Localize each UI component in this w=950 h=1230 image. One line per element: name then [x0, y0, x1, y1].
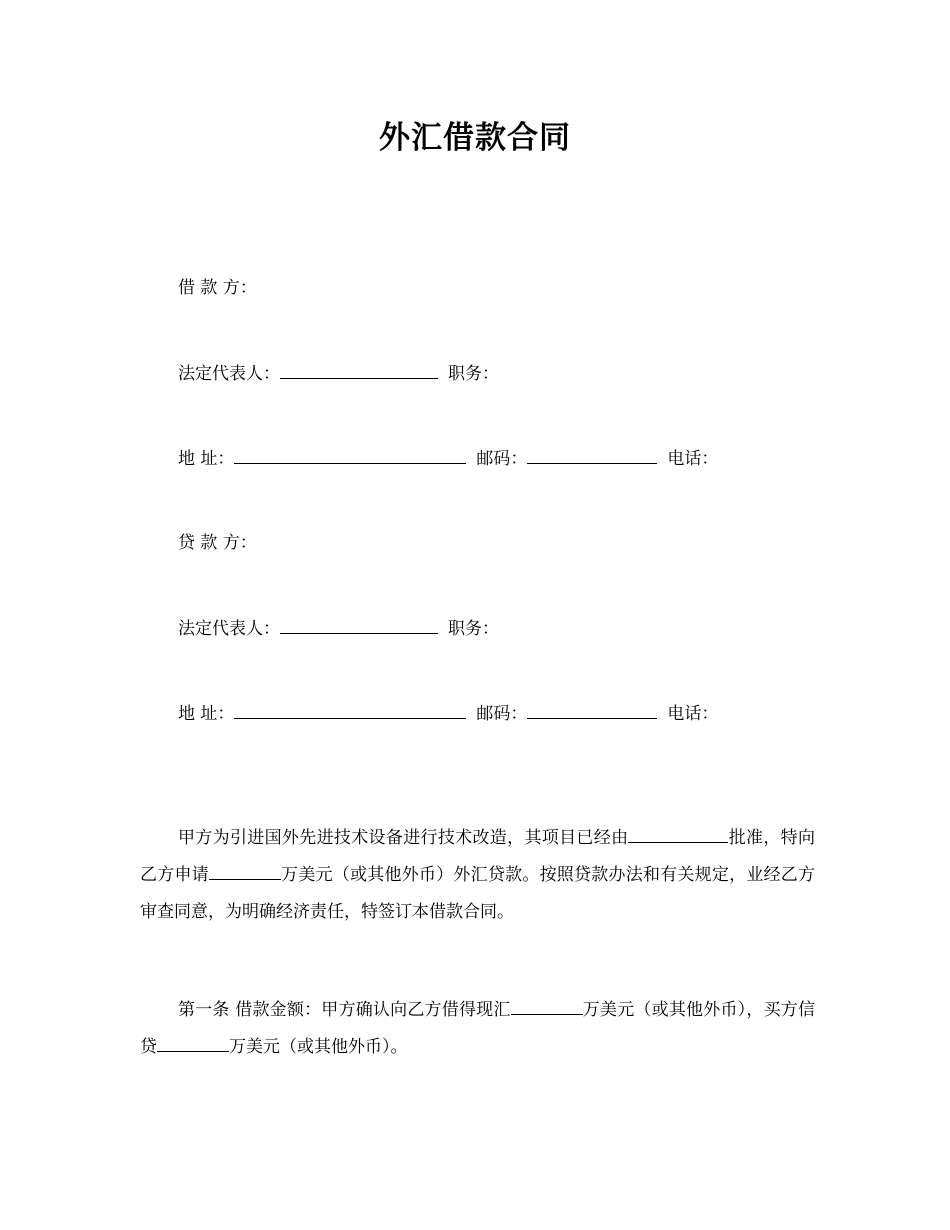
approval-authority-field[interactable] — [628, 828, 728, 843]
borrower-rep-field[interactable] — [280, 362, 438, 379]
borrower-position-label: 职务： — [448, 364, 499, 384]
preamble-text-1: 甲方为引进国外先进技术设备进行技术改造，其项目已经由 — [178, 828, 629, 848]
lender-phone-label: 电话： — [667, 704, 719, 724]
borrower-heading — [178, 277, 257, 299]
borrower-phone-label: 电话： — [667, 449, 719, 469]
lender-position-label: 职务： — [448, 619, 499, 639]
article-1-text-3: 万美元（或其他外币）。 — [229, 1037, 408, 1057]
article-1-text-2: 万美元（或其他外币），买方信贷 — [140, 1000, 815, 1057]
borrower-rep-label: 法定代表人： — [178, 364, 280, 384]
borrower-heading-label: 借 款 方： — [178, 278, 257, 298]
borrower-postcode-label: 邮码： — [476, 449, 528, 469]
lender-rep-label: 法定代表人： — [178, 619, 280, 639]
borrower-address-row — [178, 447, 718, 470]
lender-heading-label: 贷 款 方： — [178, 533, 257, 553]
borrower-postcode-field[interactable] — [527, 447, 657, 464]
page-title: 外汇借款合同 — [379, 120, 571, 156]
article-1-text-1: 第一条 借款金额：甲方确认向乙方借得现汇 — [178, 1000, 511, 1020]
lender-rep-field[interactable] — [280, 617, 438, 634]
borrower-rep-row — [178, 362, 499, 385]
borrower-address-field[interactable] — [234, 447, 466, 464]
buyer-credit-amount-field[interactable] — [157, 1037, 229, 1052]
preamble-paragraph — [140, 820, 815, 931]
borrower-address-label: 地 址： — [178, 449, 235, 469]
lender-postcode-field[interactable] — [527, 702, 657, 719]
lender-address-label: 地 址： — [178, 704, 235, 724]
lender-postcode-label: 邮码： — [476, 704, 528, 724]
lender-heading — [178, 532, 257, 554]
preamble-text-3: 万美元（或其他外币）外汇贷款。按照贷款办法和有关规定，业经乙方审查同意，为明确经济责任，特签订本借款合同。 — [140, 865, 816, 922]
loan-amount-field[interactable] — [209, 865, 281, 880]
article-1-paragraph — [140, 992, 815, 1066]
cash-amount-field[interactable] — [511, 1000, 583, 1015]
lender-address-field[interactable] — [234, 702, 466, 719]
preamble-text-2: 批准，特向乙方申请 — [140, 828, 816, 885]
lender-rep-row — [178, 617, 499, 640]
lender-address-row — [178, 702, 718, 725]
